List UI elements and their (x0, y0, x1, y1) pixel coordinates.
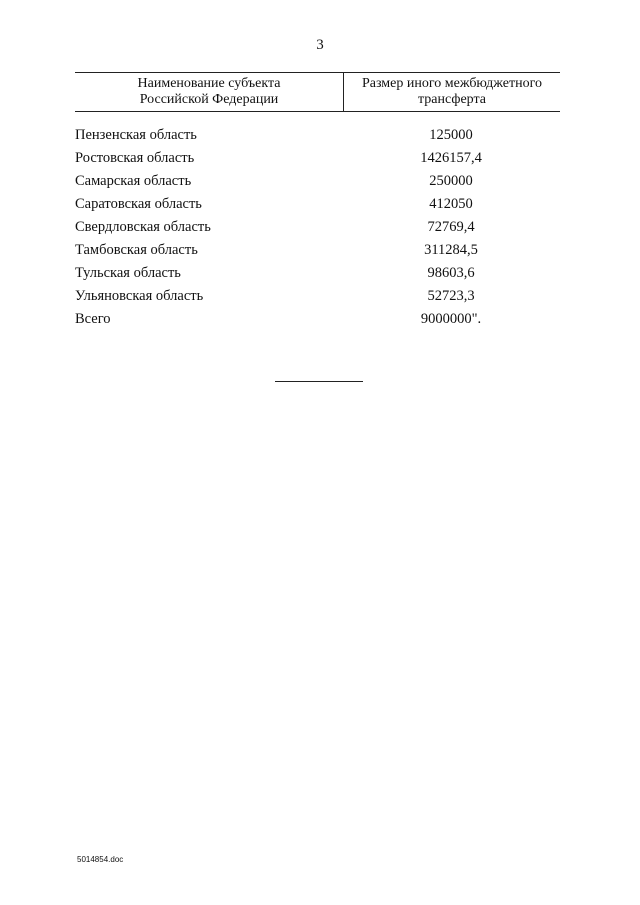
column-header-transfer (344, 73, 560, 111)
region-name: Саратовская область (75, 196, 202, 212)
table-row (75, 240, 560, 263)
document-code: 5014854.doc (77, 855, 124, 864)
transfer-amount: 125000 (429, 127, 473, 143)
column-header-subject-line2: Российской Федерации (139, 92, 279, 107)
region-name: Тамбовская область (75, 242, 198, 258)
transfer-amount: 52723,3 (427, 288, 475, 304)
table-row (75, 148, 560, 171)
table-header (75, 72, 560, 112)
table-row (75, 171, 560, 194)
transfer-amount: 311284,5 (424, 242, 478, 258)
region-name: Ростовская область (75, 150, 195, 166)
column-header-transfer-line1: Размер иного межбюджетного (361, 76, 543, 91)
table-row-total (75, 309, 560, 332)
total-amount: 9000000". (420, 311, 482, 327)
column-header-subject-line1: Наименование субъекта (137, 76, 281, 91)
transfer-amount: 1426157,4 (420, 150, 482, 166)
table-row (75, 217, 560, 240)
region-name: Тульская область (75, 265, 181, 281)
page-number: 3 (316, 37, 324, 53)
region-name: Ульяновская область (75, 288, 204, 304)
region-name: Свердловская область (75, 219, 211, 235)
total-label: Всего (75, 311, 111, 327)
table-row (75, 125, 560, 148)
column-header-transfer-line2: трансферта (418, 92, 486, 107)
region-name: Самарская область (75, 173, 192, 189)
column-header-subject (75, 73, 344, 111)
transfer-amount: 250000 (429, 173, 473, 189)
region-name: Пензенская область (75, 127, 197, 143)
transfer-amount: 72769,4 (427, 219, 475, 235)
transfer-amount: 98603,6 (427, 265, 475, 281)
table-row (75, 286, 560, 309)
table-row (75, 263, 560, 286)
table-body (75, 125, 560, 332)
end-separator-line (275, 381, 363, 382)
transfer-amount: 412050 (429, 196, 473, 212)
table-row (75, 194, 560, 217)
